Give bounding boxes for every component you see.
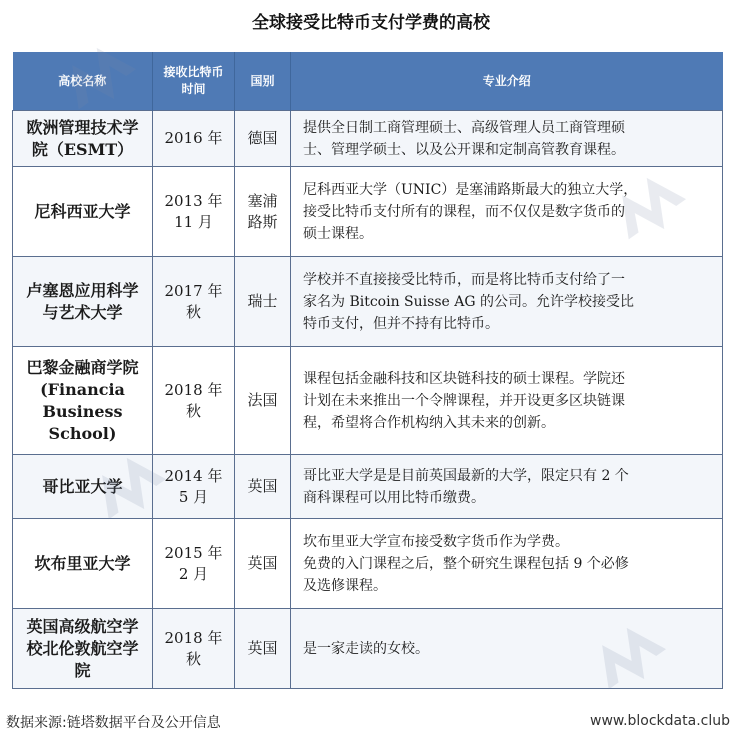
program-description-line: 学校并不直接接受比特币，而是将比特币支付给了一	[303, 271, 625, 288]
header-country: 国别	[235, 52, 291, 111]
table-row	[13, 167, 723, 257]
acceptance-time-line: 秋	[185, 401, 201, 420]
acceptance-time-line: 5 月	[178, 487, 209, 506]
program-description-line: 特币支付，但并不持有比特币。	[303, 315, 499, 332]
program-description-line: 计划在未来推出一个令牌课程，并开设更多区块链课	[303, 392, 625, 409]
acceptance-time-cell	[153, 167, 235, 257]
header-year	[153, 52, 235, 111]
acceptance-time-cell	[153, 455, 235, 519]
university-name-line: 欧洲管理技术学	[26, 117, 139, 137]
university-name-cell	[13, 257, 153, 347]
university-name-line: (Financia	[40, 379, 125, 399]
country-line: 英国	[247, 639, 278, 657]
university-name-line: School)	[48, 423, 117, 443]
table-row	[13, 455, 723, 519]
country-line: 英国	[247, 477, 278, 495]
country-cell	[235, 609, 291, 689]
program-description-line: 哥比亚大学是是目前英国最新的大学，限定只有 2 个	[303, 467, 629, 484]
university-name-line: 哥比亚大学	[42, 476, 123, 496]
university-name-cell	[13, 455, 153, 519]
program-description-line: 尼科西亚大学（UNIC）是塞浦路斯最大的独立大学，	[303, 181, 638, 198]
acceptance-time-cell	[153, 519, 235, 609]
program-description-cell	[291, 111, 723, 167]
header-desc: 专业介绍	[291, 52, 723, 111]
acceptance-time-line: 2014 年	[164, 466, 223, 485]
header-year-line2: 时间	[181, 82, 206, 96]
page-title: 全球接受比特币支付学费的高校	[252, 13, 490, 33]
header-year-line1: 接收比特币	[163, 65, 224, 79]
country-cell	[235, 257, 291, 347]
country-cell	[235, 111, 291, 167]
program-description-line: 家名为 Bitcoin Suisse AG 的公司。允许学校接受比	[303, 293, 634, 310]
university-name-cell	[13, 347, 153, 455]
table-row	[13, 519, 723, 609]
program-description-line: 及选修课程。	[303, 577, 387, 594]
acceptance-time-line: 2013 年	[164, 191, 223, 210]
acceptance-time-line: 2018 年	[164, 628, 223, 647]
program-description-line: 硕士课程。	[303, 225, 373, 242]
program-description-line: 提供全日制工商管理硕士、高级管理人员工商管理硕	[303, 119, 625, 136]
country-line: 路斯	[247, 212, 278, 231]
university-name-line: 卢塞恩应用科学	[26, 280, 139, 300]
acceptance-time-line: 秋	[185, 649, 201, 668]
acceptance-time-line: 2017 年	[164, 281, 223, 300]
acceptance-time-cell	[153, 609, 235, 689]
country-cell	[235, 519, 291, 609]
country-line: 英国	[247, 554, 278, 572]
acceptance-time-line: 2018 年	[164, 380, 223, 399]
university-name-line: 尼科西亚大学	[34, 201, 131, 221]
country-line: 德国	[247, 129, 278, 147]
program-description-line: 坎布里亚大学宣布接受数字货币作为学费。	[303, 533, 569, 550]
university-name-line: 院（ESMT）	[31, 139, 134, 159]
table-row	[13, 111, 723, 167]
program-description-cell	[291, 519, 723, 609]
country-line: 法国	[247, 391, 278, 409]
program-description-cell	[291, 257, 723, 347]
acceptance-time-line: 11 月	[174, 212, 213, 231]
table-row	[13, 257, 723, 347]
table-row	[13, 347, 723, 455]
acceptance-time-line: 2015 年	[164, 543, 223, 562]
country-cell	[235, 455, 291, 519]
university-name-line: 与艺术大学	[42, 302, 123, 322]
website-url: www.blockdata.club	[590, 713, 730, 729]
university-name-cell	[13, 111, 153, 167]
university-name-cell	[13, 609, 153, 689]
university-name-line: 院	[74, 660, 91, 680]
acceptance-time-line: 2 月	[178, 564, 209, 583]
university-name-line: Business	[42, 401, 123, 421]
program-description-cell	[291, 347, 723, 455]
table-header-row	[13, 52, 723, 111]
program-description-line: 课程包括金融科技和区块链科技的硕士课程。学院还	[303, 370, 625, 387]
acceptance-time-line: 秋	[185, 302, 201, 321]
acceptance-time-line: 2016 年	[164, 129, 223, 147]
program-description-cell	[291, 455, 723, 519]
university-name-cell	[13, 167, 153, 257]
university-name-line: 巴黎金融商学院	[26, 357, 139, 377]
program-description-cell	[291, 609, 723, 689]
program-description-line: 程，希望将合作机构纳入其未来的创新。	[303, 414, 555, 431]
universities-table	[12, 52, 723, 689]
data-source: 数据来源:链塔数据平台及公开信息	[6, 715, 221, 731]
program-description-line: 商科课程可以用比特币缴费。	[303, 489, 485, 506]
program-description-line: 士、管理学硕士、以及公开课和定制高管教育课程。	[303, 141, 625, 158]
table-row	[13, 609, 723, 689]
acceptance-time-cell	[153, 347, 235, 455]
header-name: 高校名称	[13, 52, 153, 111]
program-description-line: 免费的入门课程之后，整个研究生课程包括 9 个必修	[303, 555, 629, 572]
university-name-cell	[13, 519, 153, 609]
program-description-line: 是一家走读的女校。	[303, 640, 429, 657]
program-description-cell	[291, 167, 723, 257]
program-description-line: 接受比特币支付所有的课程，而不仅仅是数字货币的	[303, 203, 625, 220]
country-cell	[235, 167, 291, 257]
country-cell	[235, 347, 291, 455]
country-line: 瑞士	[247, 292, 278, 310]
acceptance-time-cell	[153, 257, 235, 347]
university-name-line: 英国高级航空学	[26, 616, 139, 636]
acceptance-time-cell	[153, 111, 235, 167]
country-line: 塞浦	[247, 191, 278, 210]
university-name-line: 坎布里亚大学	[34, 553, 131, 573]
university-name-line: 校北伦敦航空学	[26, 638, 139, 658]
